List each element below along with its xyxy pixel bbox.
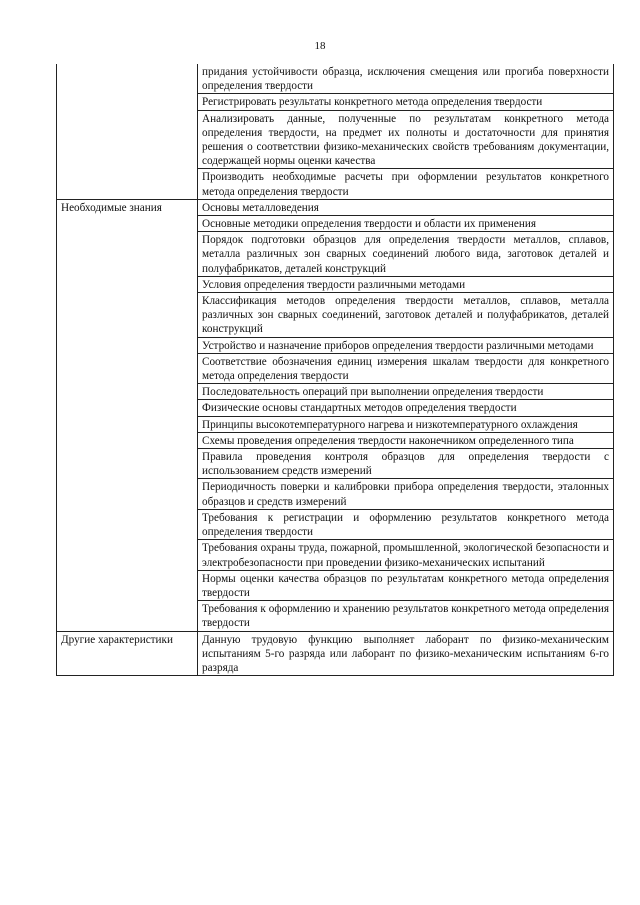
row-label [57,64,198,199]
row-text: Основные методики определения твердости и области их применения [198,216,614,232]
characteristics-table [56,64,614,676]
row-label: Необходимые знания [57,199,198,631]
row-text: Устройство и назначение приборов определения твердости различными методами [198,337,614,353]
row-text: Условия определения твердости различными методами [198,276,614,292]
row-text: Производить необходимые расчеты при оформлении результатов конкретного метода определения твердости [198,169,614,199]
row-text: Соответствие обозначения единиц измерения шкалам твердости для конкретного метода определения твердости [198,353,614,383]
row-text: Регистрировать результаты конкретного метода определения твердости [198,94,614,110]
row-text: придания устойчивости образца, исключения смещения или прогиба поверхности определения твердости [198,64,614,94]
row-text: Периодичность поверки и калибровки прибора определения твердости, эталонных образцов и средств измерений [198,479,614,509]
row-text: Правила проведения контроля образцов для определения твердости с использованием средств измерений [198,449,614,479]
row-text: Требования охраны труда, пожарной, промышленной, экологической безопасности и электробезопасности при проведении физико-механических испытаний [198,540,614,570]
row-text: Принципы высокотемпературного нагрева и низкотемпературного охлаждения [198,416,614,432]
row-text: Требования к регистрации и оформлению результатов конкретного метода определения твердости [198,509,614,539]
row-text: Данную трудовую функцию выполняет лаборант по физико-механическим испытаниям 5-го разряда или лаборант по физико-механическим испытаниям 6-го разряда [198,631,614,676]
row-text: Анализировать данные, полученные по результатам конкретного метода определения твердости, на предмет их полноты и достаточности для принятия решения о соответствии физико-механических свойств требованиям документации, содержащей нормы оценки качества [198,110,614,169]
row-label: Другие характеристики [57,631,198,676]
page-number: 18 [314,40,326,52]
row-text: Требования к оформлению и хранению результатов конкретного метода определения твердости [198,601,614,631]
row-text: Классификация методов определения твердости металлов, сплавов, металла различных зон сварных соединений, заготовок деталей и полуфабрикатов, деталей конструкций [198,293,614,338]
row-text: Порядок подготовки образцов для определения твердости металлов, сплавов, металла различных зон сварных соединений любого вида, заготовок деталей и полуфабрикатов, деталей конструкций [198,232,614,277]
table-row [57,64,614,94]
row-text: Последовательность операций при выполнении определения твердости [198,384,614,400]
row-text: Схемы проведения определения твердости наконечником определенного типа [198,432,614,448]
row-text: Основы металловедения [198,199,614,215]
table-row [57,631,614,676]
table-row [57,199,614,215]
row-text: Физические основы стандартных методов определения твердости [198,400,614,416]
row-text: Нормы оценки качества образцов по результатам конкретного метода определения твердости [198,570,614,600]
